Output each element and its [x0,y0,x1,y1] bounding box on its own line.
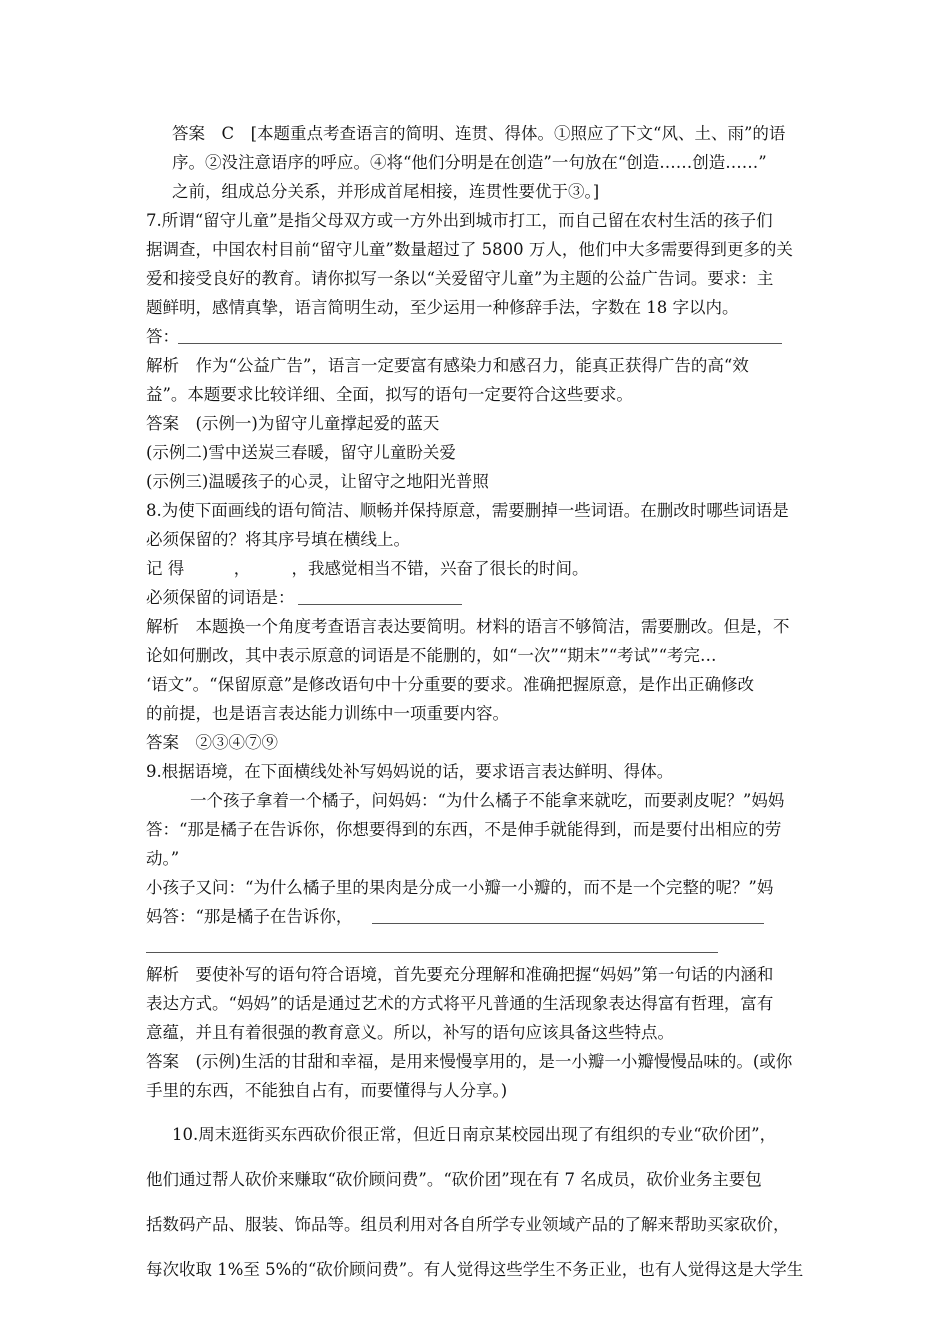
q8-analysis-line-1: 解析 本题换一个角度考查语言表达要简明。材料的语言不够简洁，需要删改。但是，不 [146,617,790,636]
q8-question-line-1: 8.为使下面画线的语句简洁、顺畅并保持原意，需要删掉一些词语。在删改时哪些词语是 [146,501,789,520]
q7-question-line-4: 题鲜明，感情真挚，语言简明生动，至少运用一种修辞手法，字数在 18 字以内。 [146,298,739,317]
q7-question-line-3: 爱和接受良好的教育。请你拟写一条以“关爱留守儿童”为主题的公益广告词。要求：主 [146,269,774,288]
q8-keep-blank[interactable] [298,604,462,605]
q6-answer-line-3: 之前，组成总分关系，并形成首尾相接，连贯性要优于③。] [172,182,600,201]
q7-analysis-line-2: 益”。本题要求比较详细、全面，拟写的语句一定要符合这些要求。 [146,385,633,404]
q6-answer-line-1: 答案 C [本题重点考查语言的简明、连贯、得体。①照应了下文“风、土、雨”的语 [172,124,786,143]
q9-answer-line-1: 答案 (示例)生活的甘甜和幸福，是用来慢慢享用的，是一小瓣一小瓣慢慢品味的。(或你 [146,1052,793,1071]
q8-analysis-line-4: 的前提，也是语言表达能力训练中一项重要内容。 [146,704,509,723]
q10-question-line-4: 每次收取 1%至 5%的“砍价顾问费”。有人觉得这些学生不务正业，也有人觉得这是大学生 [146,1260,804,1279]
q8-sentence: 记 得 ， ，我感觉相当不错，兴奋了很长的时间。 [146,559,589,578]
q8-analysis-line-3: ‘语文”。“保留原意”是修改语句中十分重要的要求。准确把握原意，是作出正确修改 [146,675,755,694]
q10-question-line-3: 括数码产品、服装、饰品等。组员利用对各自所学专业领域产品的了解来帮助买家砍价， [146,1215,790,1234]
q7-answer-line-2: (示例二)雪中送炭三春暖，留守儿童盼关爱 [146,443,456,462]
q9-analysis-line-1: 解析 要使补写的语句符合语境，首先要充分理解和准确把握“妈妈”第一句话的内涵和 [146,965,774,984]
q10-question-line-2: 他们通过帮人砍价来赚取“砍价顾问费”。“砍价团”现在有 7 名成员，砍价业务主要包 [146,1170,762,1189]
q9-passage-line-3: 动。” [146,849,180,868]
q7-answer-prompt [146,327,179,347]
q8-answer: 答案 ②③④⑦⑨ [146,733,278,752]
q9-passage-line-2: 答：“那是橘子在告诉你，你想要得到的东西，不是伸手就能得到，而是要付出相应的劳 [146,820,782,839]
q9-analysis-line-2: 表达方式。“妈妈”的话是通过艺术的方式将平凡普通的生活现象表达得富有哲理，富有 [146,994,774,1013]
q9-fill-blank-2[interactable] [146,952,718,953]
q6-answer-line-2: 序。②没注意语序的呼应。④将“他们分明是在创造”一句放在“创造……创造……” [172,153,767,172]
q9-passage-line-4: 小孩子又问：“为什么橘子里的果肉是分成一小瓣一小瓣的，而不是一个完整的呢？”妈 [146,878,774,897]
q9-answer-line-2: 手里的东西，不能独自占有，而要懂得与人分享。) [146,1081,508,1100]
q9-question-line-1: 9.根据语境，在下面横线处补写妈妈说的话，要求语言表达鲜明、得体。 [146,762,674,781]
q7-answer-line-1: 答案 (示例一)为留守儿童撑起爱的蓝天 [146,414,440,433]
q10-question-line-1: 10.周末逛街买东西砍价很正常，但近日南京某校园出现了有组织的专业“砍价团”， [172,1125,777,1144]
q9-passage-line-5: 妈答：“那是橘子在告诉你， [146,907,353,926]
q8-keep-prompt: 必须保留的词语是： [146,588,295,607]
q7-analysis-line-1: 解析 作为“公益广告”，语言一定要富有感染力和感召力，能真正获得广告的高“效 [146,356,749,375]
q7-answer-label: 答： [146,327,179,346]
q7-question-line-2: 据调查，中国农村目前“留守儿童”数量超过了 5800 万人，他们中大多需要得到更多的关 [146,240,793,259]
q9-fill-blank-1[interactable] [372,923,764,924]
q9-analysis-line-3: 意蕴，并且有着很强的教育意义。所以，补写的语句应该具备这些特点。 [146,1023,674,1042]
q8-analysis-line-2: 论如何删改，其中表示原意的词语是不能删的，如“一次”“期末”“考试”“考完… [146,646,717,665]
q7-answer-line-3: (示例三)温暖孩子的心灵，让留守之地阳光普照 [146,472,489,491]
q7-answer-blank[interactable] [178,343,782,344]
q9-passage-line-1: 一个孩子拿着一个橘子，问妈妈：“为什么橘子不能拿来就吃，而要剥皮呢？”妈妈 [190,791,785,810]
q7-question-line-1: 7.所谓“留守儿童”是指父母双方或一方外出到城市打工，而自己留在农村生活的孩子们 [146,211,773,230]
q8-question-line-2: 必须保留的？将其序号填在横线上。 [146,530,410,549]
